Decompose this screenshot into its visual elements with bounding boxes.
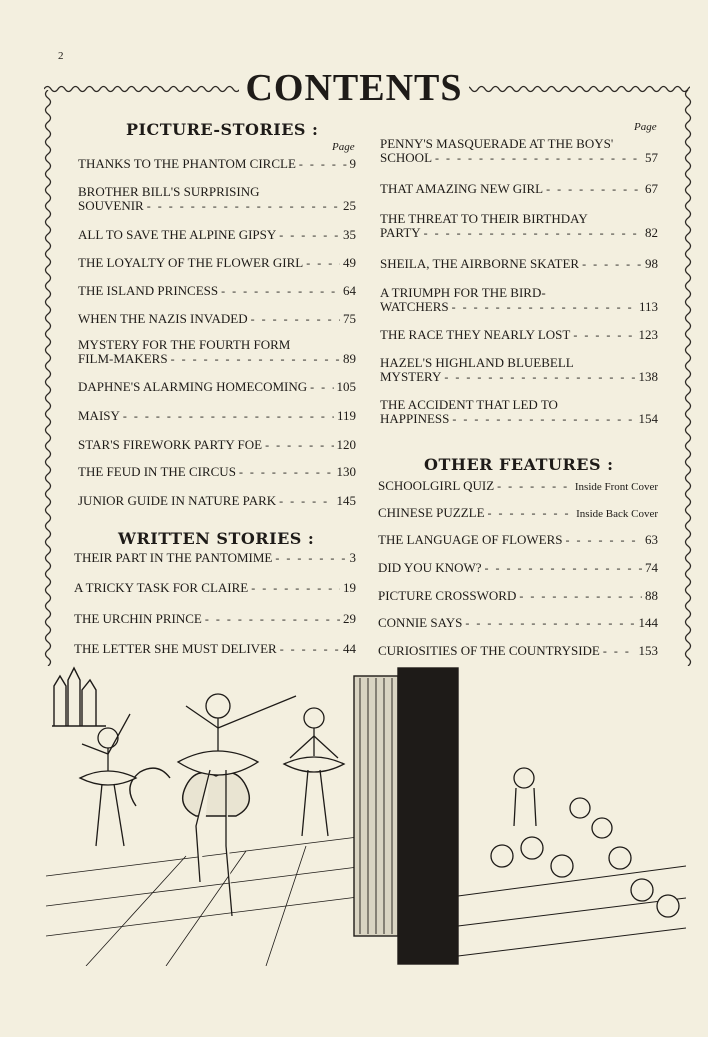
entry-page-number: 120 [336,437,356,452]
entry-title: FILM-MAKERS [78,351,168,366]
leader-dashes [465,616,635,630]
entry-title: DAPHNE'S ALARMING HOMECOMING [78,379,308,394]
leader-dashes [147,199,340,213]
toc-entry [74,581,356,595]
entry-title: CURIOSITIES OF THE COUNTRYSIDE [378,643,600,658]
entry-page-number: 49 [343,255,356,270]
entry-title: MAISY [78,408,120,423]
entry-page-number: 113 [638,299,658,314]
leader-dashes [265,438,333,452]
entry-title: MYSTERY [380,369,442,384]
entry-title: PENNY'S MASQUERADE AT THE BOYS' [380,136,614,151]
toc-entry [78,438,356,452]
entry-title: BROTHER BILL'S SURPRISING [78,184,260,199]
toc-entry [74,612,356,626]
toc-entry [78,409,356,423]
toc-entry [78,338,356,366]
entry-page-number: 44 [343,641,356,656]
entry-title: DID YOU KNOW? [378,560,482,575]
leader-dashes [546,182,642,196]
entry-title: SHEILA, THE AIRBORNE SKATER [380,256,580,271]
toc-entry [380,328,658,342]
leader-dashes [519,589,642,603]
entry-title: THE ISLAND PRINCESS [78,283,219,298]
entry-page-number: 64 [343,283,356,298]
entry-title: WATCHERS [380,299,449,314]
toc-entry [74,642,356,656]
entry-title: WHEN THE NAZIS INVADED [78,311,248,326]
entry-page-number: 154 [638,411,658,426]
entry-page-number: 119 [336,408,356,423]
leader-dashes [279,494,333,508]
entry-title: THE LETTER SHE MUST DELIVER [74,641,277,656]
toc-entry [78,312,356,326]
toc-entry [378,589,658,603]
entry-page-number: 123 [638,327,658,342]
leader-dashes [424,226,642,240]
toc-entry [380,137,658,165]
entry-page-number: 144 [638,615,658,630]
toc-entry [78,494,356,508]
leader-dashes [582,257,642,271]
leader-dashes [239,465,334,479]
entry-title: THANKS TO THE PHANTOM CIRCLE [78,156,296,171]
toc-entry [378,644,658,658]
decorative-wavy-border-left [42,90,54,666]
entry-title: THE FEUD IN THE CIRCUS [78,464,236,479]
entry-title: A TRIUMPH FOR THE BIRD- [380,285,546,300]
leader-dashes [221,284,340,298]
leader-dashes [452,412,635,426]
leader-dashes [452,300,636,314]
entry-page-number: 35 [343,227,356,242]
leader-dashes [279,228,340,242]
leader-dashes [275,551,346,565]
page-title [0,66,708,110]
entry-title: THE ACCIDENT THAT LED TO [380,397,558,412]
entry-page-number: 105 [336,379,356,394]
entry-page-number: 89 [343,351,356,366]
picture-stories-heading: PICTURE-STORIES : [126,120,319,139]
written-stories-heading: WRITTEN STORIES : [118,529,315,548]
entry-page-number: 3 [349,550,356,565]
entry-title: ALL TO SAVE THE ALPINE GIPSY [78,227,277,242]
entry-page-number: 19 [343,580,356,595]
leader-dashes [497,479,572,493]
toc-entry [78,284,356,298]
page-column-label-left: Page [332,141,355,153]
toc-entry [380,257,658,271]
decorative-wavy-border-right [682,90,694,666]
leader-dashes [566,533,642,547]
entry-page-number: 130 [336,464,356,479]
entry-page-number: 29 [343,611,356,626]
leader-dashes [280,642,340,656]
other-features-heading: OTHER FEATURES : [424,455,614,474]
toc-entry [380,356,658,384]
toc-entry [380,398,658,426]
entry-page-number: 74 [645,560,658,575]
entry-title: HAZEL'S HIGHLAND BLUEBELL [380,355,574,370]
toc-entry [380,182,658,196]
toc-entry [74,551,356,565]
entry-page-number: 82 [645,225,658,240]
entry-page-number: Inside Front Cover [574,481,658,493]
entry-title: THEIR PART IN THE PANTOMIME [74,550,273,565]
leader-dashes [123,409,334,423]
leader-dashes [488,506,574,520]
toc-entry [78,157,356,171]
entry-title: THE URCHIN PRINCE [74,611,202,626]
toc-entry [378,506,658,521]
entry-title: MYSTERY FOR THE FOURTH FORM [78,337,291,352]
page-column-label-right: Page [634,121,657,133]
leader-dashes [310,380,333,394]
leader-dashes [171,352,340,366]
toc-entry [78,228,356,242]
entry-title: THE LANGUAGE OF FLOWERS [378,532,563,547]
toc-entry [78,185,356,213]
leader-dashes [603,644,636,658]
leader-dashes [251,312,340,326]
leader-dashes [444,370,635,384]
entry-page-number: 88 [645,588,658,603]
entry-page-number: 98 [645,256,658,271]
entry-page-number: 9 [349,156,356,171]
entry-title: A TRICKY TASK FOR CLAIRE [74,580,249,595]
leader-dashes [485,561,643,575]
leader-dashes [299,157,347,171]
entry-page-number: Inside Back Cover [576,508,658,520]
entry-page-number: 25 [343,198,356,213]
leader-dashes [306,256,340,270]
entry-title: SOUVENIR [78,198,144,213]
toc-entry [78,380,356,394]
toc-entry [378,533,658,547]
page-number: 2 [58,50,64,62]
toc-entry [380,212,658,240]
toc-entry [380,286,658,314]
entry-page-number: 63 [645,532,658,547]
entry-title: CHINESE PUZZLE [378,505,485,520]
entry-title: THE LOYALTY OF THE FLOWER GIRL [78,255,304,270]
entry-page-number: 67 [645,181,658,196]
page-title-text: CONTENTS [239,67,468,109]
leader-dashes [435,151,642,165]
entry-title: THE RACE THEY NEARLY LOST [380,327,571,342]
leader-dashes [251,581,340,595]
entry-page-number: 145 [336,493,356,508]
ballet-stage-illustration [46,666,686,966]
entry-title: STAR'S FIREWORK PARTY FOE [78,437,263,452]
entry-page-number: 57 [645,150,658,165]
entry-page-number: 75 [343,311,356,326]
entry-page-number: 138 [638,369,658,384]
toc-entry [78,465,356,479]
toc-entry [378,616,658,630]
entry-title: THE THREAT TO THEIR BIRTHDAY [380,211,588,226]
entry-title: HAPPINESS [380,411,450,426]
entry-title: JUNIOR GUIDE IN NATURE PARK [78,493,277,508]
entry-title: SCHOOL [380,150,433,165]
entry-title: SCHOOLGIRL QUIZ [378,478,495,493]
leader-dashes [573,328,635,342]
entry-title: PARTY [380,225,421,240]
entry-title: CONNIE SAYS [378,615,463,630]
toc-entry [378,479,658,494]
entry-title: THAT AMAZING NEW GIRL [380,181,544,196]
toc-entry [378,561,658,575]
leader-dashes [205,612,340,626]
toc-entry [78,256,356,270]
entry-title: PICTURE CROSSWORD [378,588,517,603]
entry-page-number: 153 [638,643,658,658]
